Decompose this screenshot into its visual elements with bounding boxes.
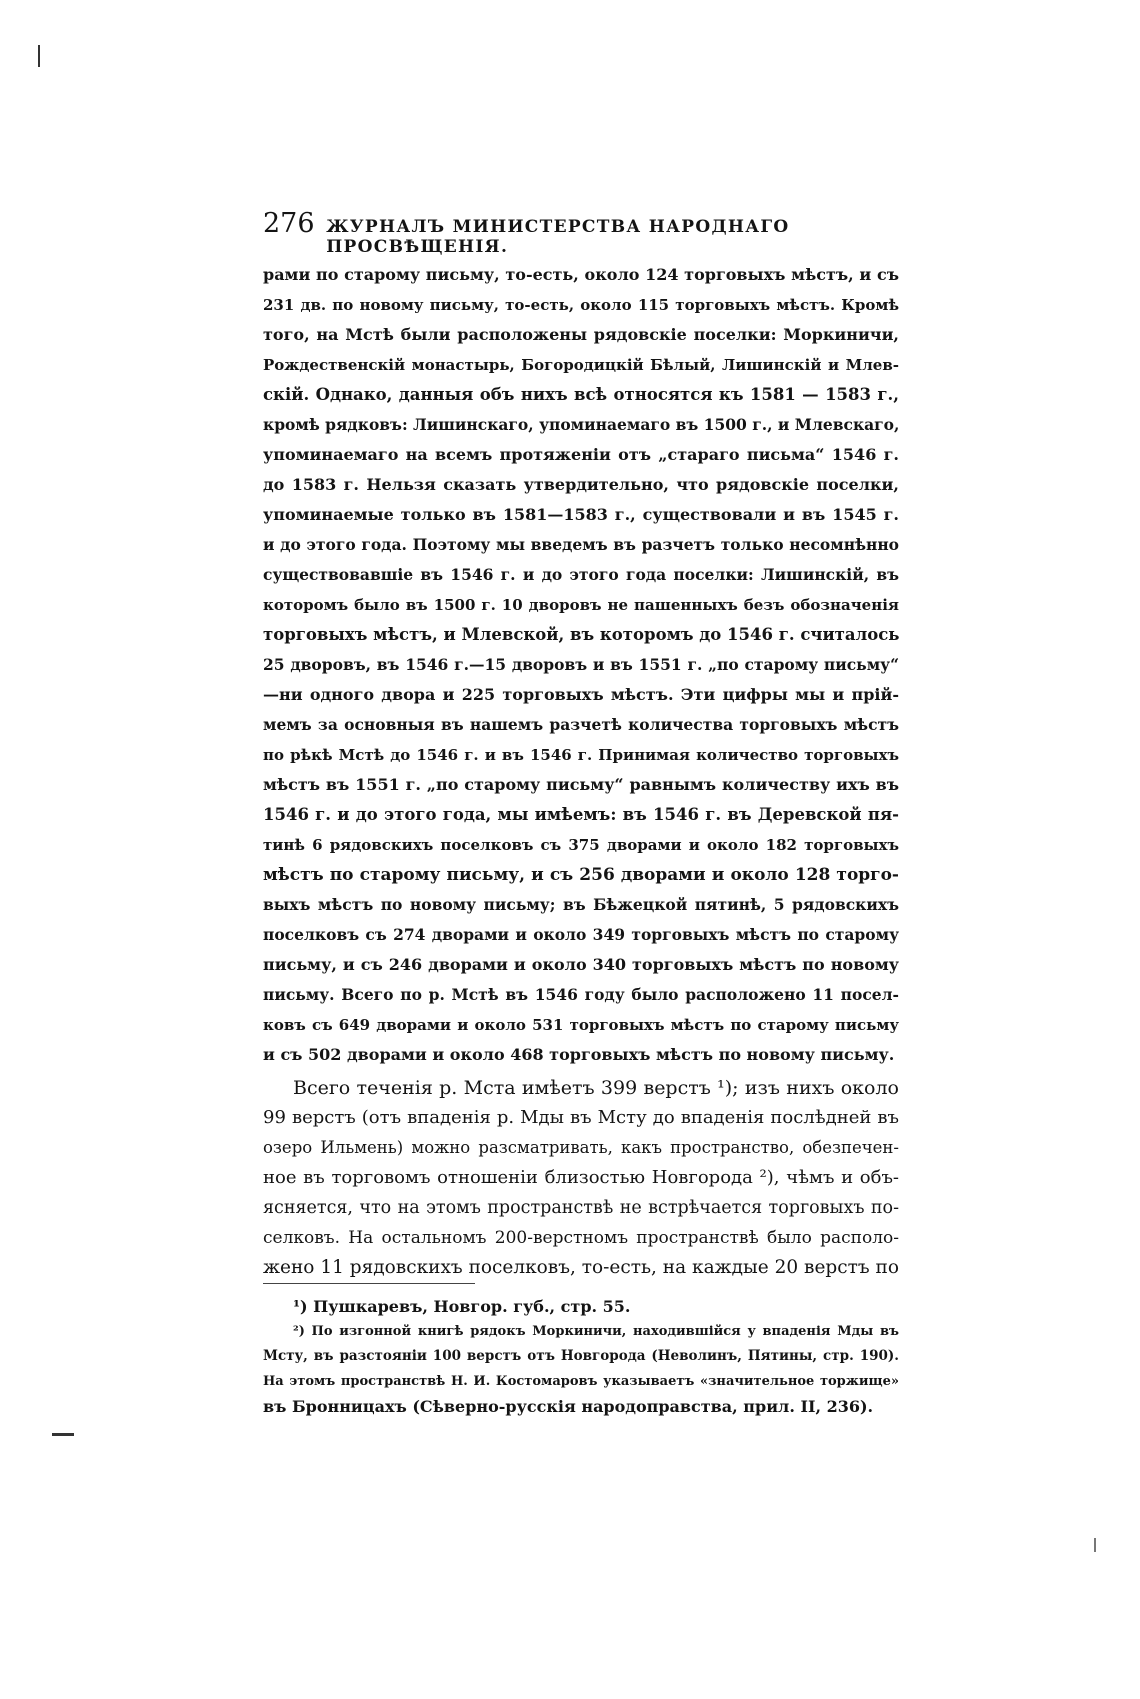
text-line: 25 дворовъ, въ 1546 г.—15 дворовъ и въ 1551 г. „по старому письму“	[263, 655, 899, 674]
text-line: 99 верстъ (отъ впаденія р. Мды въ Мсту до впаденія послѣдней въ	[263, 1107, 899, 1128]
text-line: торговыхъ мѣстъ, и Млевской, въ которомъ до 1546 г. считалось	[263, 625, 900, 644]
paragraph	[263, 260, 899, 1070]
footnote-line: въ Бронницахъ (Сѣверно-русскія народоправства, прил. II, 236).	[263, 1397, 874, 1416]
page-number: 276	[263, 208, 315, 239]
scan-edge-mark-top-left	[38, 45, 40, 67]
text-line: письму. Всего по р. Мстѣ въ 1546 году было расположено 11 посел-	[263, 985, 899, 1004]
footnote-line: ²) По изгонной книгѣ рядокъ Моркиничи, находившійся у впаденія Мды въ	[293, 1324, 899, 1339]
text-line: 231 дв. по новому письму, то-есть, около 115 торговыхъ мѣстъ. Кромѣ	[263, 296, 899, 314]
text-line: озеро Ильмень) можно разсматривать, какъ пространство, обезпечен-	[263, 1138, 899, 1157]
text-line: поселковъ съ 274 дворами и около 349 торговыхъ мѣстъ по старому	[263, 925, 899, 944]
text-line: скій. Однако, данныя объ нихъ всѣ относятся къ 1581 — 1583 г.,	[263, 385, 899, 404]
text-line: по рѣкѣ Мстѣ до 1546 г. и въ 1546 г. Принимая количество торговыхъ	[263, 746, 899, 764]
text-line: мемъ за основныя въ нашемъ разчетѣ количества торговыхъ мѣстъ	[263, 715, 899, 734]
footnote-line: ¹) Пушкаревъ, Новгор. губ., стр. 55.	[293, 1297, 631, 1316]
footnote-line: На этомъ пространствѣ Н. И. Костомаровъ указываетъ «значительное торжище»	[263, 1374, 899, 1389]
scan-edge-mark-bottom-right	[1094, 1538, 1096, 1552]
text-line: и до этого года. Поэтому мы введемъ въ разчетъ только несомнѣнно	[263, 535, 899, 554]
text-line: того, на Мстѣ были расположены рядовскіе поселки: Моркиничи,	[263, 325, 899, 344]
text-line: и съ 502 дворами и около 468 торговыхъ мѣстъ по новому письму.	[263, 1045, 895, 1064]
footnote-line: Мсту, въ разстояніи 100 верстъ отъ Новгорода (Неволинъ, Пятины, стр. 190).	[263, 1348, 899, 1364]
text-line: существовавшіе въ 1546 г. и до этого года поселки: Лишинскій, въ	[263, 565, 899, 584]
footnote	[263, 1319, 899, 1419]
text-line: 1546 г. и до этого года, мы имѣемъ: въ 1546 г. въ Деревской пя-	[263, 805, 899, 824]
footnote	[263, 1294, 899, 1319]
text-line: Всего теченія р. Мста имѣетъ 399 верстъ ¹); изъ нихъ около	[293, 1077, 899, 1099]
footnotes	[263, 1294, 899, 1419]
text-line: до 1583 г. Нельзя сказать утвердительно, что рядовскіе поселки,	[263, 475, 899, 494]
text-line: упоминаемаго на всемъ протяженіи отъ „стараго письма“ 1546 г.	[263, 445, 899, 464]
text-line: тинѣ 6 рядовскихъ поселковъ съ 375 дворами и около 182 торговыхъ	[263, 836, 899, 854]
paragraph	[263, 1073, 899, 1283]
text-line: —ни одного двора и 225 торговыхъ мѣстъ. Эти цифры мы и прій-	[263, 685, 899, 704]
text-line: которомъ было въ 1500 г. 10 дворовъ не пашенныхъ безъ обозначенія	[263, 596, 899, 614]
text-line: кромѣ рядковъ: Лишинскаго, упоминаемаго въ 1500 г., и Млевскаго,	[263, 415, 900, 434]
text-line: ное въ торговомъ отношеніи близостью Новгорода ²), чѣмъ и объ-	[263, 1167, 899, 1188]
text-line: письму, и съ 246 дворами и около 340 торговыхъ мѣстъ по новому	[263, 955, 899, 974]
text-line: рами по старому письму, то-есть, около 124 торговыхъ мѣстъ, и съ	[263, 265, 899, 284]
footnote-separator	[263, 1283, 475, 1284]
text-line: ковъ съ 649 дворами и около 531 торговыхъ мѣстъ по старому письму	[263, 1016, 899, 1034]
page-header	[263, 208, 899, 257]
text-line: выхъ мѣстъ по новому письму; въ Бѣжецкой пятинѣ, 5 рядовскихъ	[263, 895, 899, 914]
text-line: Рождественскій монастырь, Богородицкій Бѣлый, Лишинскій и Млев-	[263, 356, 899, 374]
main-text	[263, 260, 899, 1283]
text-line: упоминаемые только въ 1581—1583 г., существовали и въ 1545 г.	[263, 505, 899, 524]
text-line: селковъ. На остальномъ 200-верстномъ пространствѣ было располо-	[263, 1228, 899, 1248]
text-line: мѣстъ по старому письму, и съ 256 дворами и около 128 торго-	[263, 865, 899, 885]
text-line: жено 11 рядовскихъ поселковъ, то-есть, на каждые 20 верстъ по	[263, 1257, 899, 1278]
scan-edge-mark-bottom-left	[52, 1433, 74, 1436]
text-line: ясняется, что на этомъ пространствѣ не встрѣчается торговыхъ по-	[263, 1198, 899, 1218]
text-line: мѣстъ въ 1551 г. „по старому письму“ равнымъ количеству ихъ въ	[263, 775, 899, 794]
running-head: ЖУРНАЛЪ МИНИСТЕРСТВА НАРОДНАГО ПРОСВѢЩЕНІЯ.	[326, 217, 790, 257]
